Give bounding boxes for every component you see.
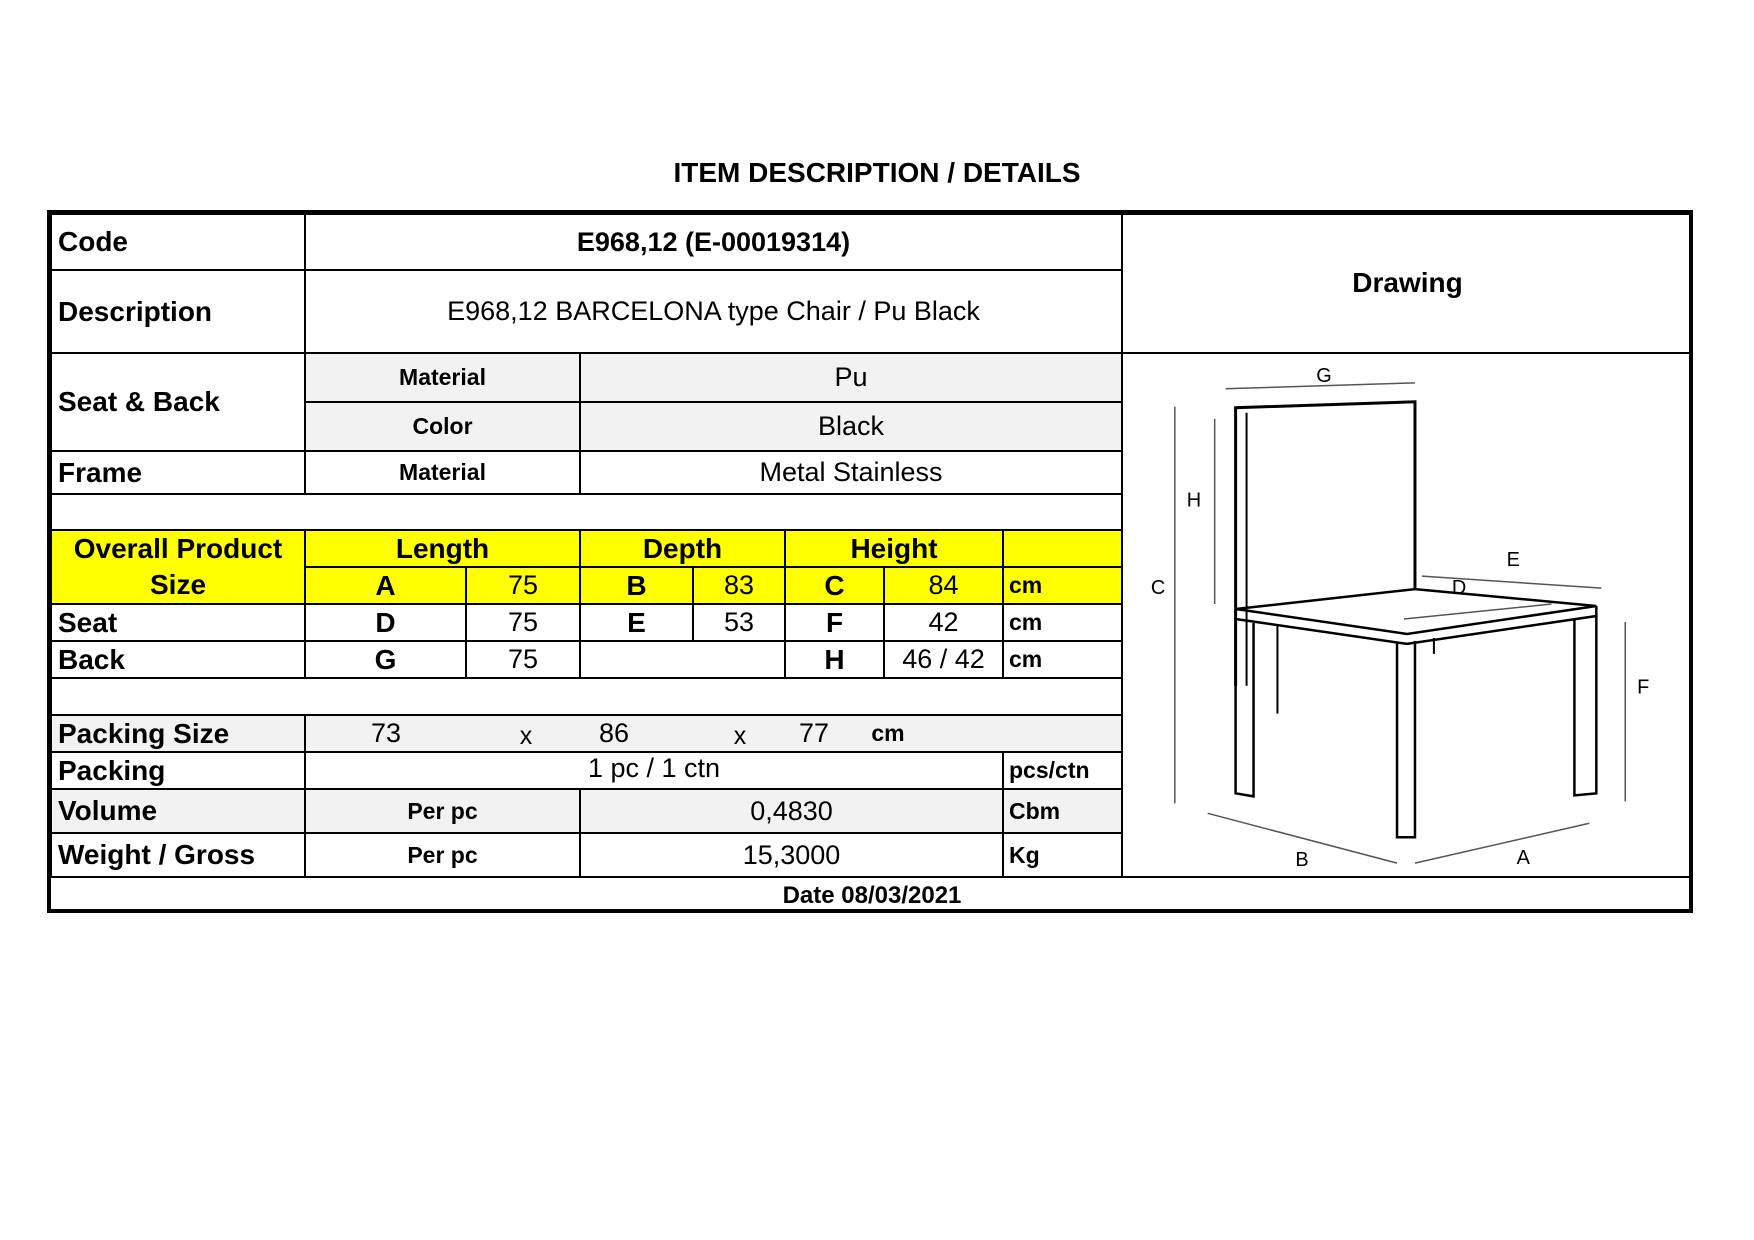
drawing-letter-e: E [1506,549,1520,572]
drawing-letter-h: H [1186,489,1202,512]
back-unit: cm [1003,641,1122,678]
seat-label: Seat [51,604,305,641]
overall-unit: cm [1003,567,1122,604]
seat-unit: cm [1003,604,1122,641]
code-label: Code [51,214,305,270]
packing-length: 73 [370,718,402,748]
drawing-letter-f: F [1637,676,1650,699]
chair-leg-right [1574,616,1596,795]
description-label: Description [51,270,305,353]
weight-value: 15,3000 [580,833,1003,877]
item-details-sheet [47,210,1693,913]
value-g: 75 [466,641,580,678]
letter-h: H [785,641,884,678]
value-a: 75 [466,567,580,604]
packing-size-unit: cm [871,720,905,746]
letter-c: C [785,567,884,604]
description-value: E968,12 BARCELONA type Chair / Pu Black [305,270,1122,353]
chair-seat-front [1236,606,1597,644]
spacer-row [51,494,1122,530]
volume-label: Volume [51,789,305,833]
packing-unit: pcs/ctn [1003,752,1122,789]
packing-value: 1 pc / 1 ctn [305,752,1003,789]
packing-x2: x [733,722,747,750]
frame-material-value: Metal Stainless [580,451,1122,494]
value-d: 75 [466,604,580,641]
packing-size-row [305,715,1122,752]
frame-label: Frame [51,451,305,494]
date-row: Date 08/03/2021 [51,877,1693,913]
overall-size-label [51,530,305,604]
drawing-letter-b: B [1295,849,1309,872]
length-header: Length [305,530,580,567]
dim-line-a [1415,823,1589,863]
seat-back-material-label: Material [305,353,580,402]
drawing-letter-a: A [1516,847,1530,870]
code-value: E968,12 (E-00019314) [305,214,1122,270]
packing-height: 77 [798,718,830,748]
letter-b: B [580,567,693,604]
chair-leg-front [1397,641,1415,837]
height-header: Height [785,530,1003,567]
dim-line-e [1422,576,1601,588]
letter-f: F [785,604,884,641]
depth-header: Depth [580,530,785,567]
seat-back-label: Seat & Back [51,353,305,451]
chair-drawing [1123,354,1692,877]
drawing-letter-g: G [1316,364,1332,387]
seat-back-color-label: Color [305,402,580,451]
letter-g: G [305,641,466,678]
packing-size-label: Packing Size [51,715,305,752]
back-empty-cell [580,641,785,678]
back-label: Back [51,641,305,678]
volume-unit: Cbm [1003,789,1122,833]
page-title: ITEM DESCRIPTION / DETAILS [673,157,1081,188]
value-f: 42 [884,604,1003,641]
drawing-letter-c: C [1150,577,1166,600]
packing-width: 86 [598,718,630,748]
overall-size-label-line2: Size [149,569,207,600]
drawing-header: Drawing [1122,214,1693,353]
chair-leg-front-left [1236,619,1254,796]
packing-x1: x [519,722,533,750]
seat-back-color-value: Black [580,402,1122,451]
packing-label: Packing [51,752,305,789]
value-b: 83 [693,567,785,604]
spacer-row-2 [51,678,1122,715]
weight-label: Weight / Gross [51,833,305,877]
weight-unit: Kg [1003,833,1122,877]
overall-size-label-line1: Overall Product [73,533,283,564]
value-e: 53 [693,604,785,641]
overall-unit-header [1003,530,1122,567]
weight-per: Per pc [305,833,580,877]
drawing-letter-d: D [1451,577,1467,600]
frame-material-label: Material [305,451,580,494]
seat-back-material-value: Pu [580,353,1122,402]
volume-value: 0,4830 [580,789,1003,833]
letter-d: D [305,604,466,641]
volume-per: Per pc [305,789,580,833]
value-h: 46 / 42 [884,641,1003,678]
letter-e: E [580,604,693,641]
value-c: 84 [884,567,1003,604]
letter-a: A [305,567,466,604]
drawing-cell [1122,353,1693,877]
chair-backrest [1236,402,1415,686]
